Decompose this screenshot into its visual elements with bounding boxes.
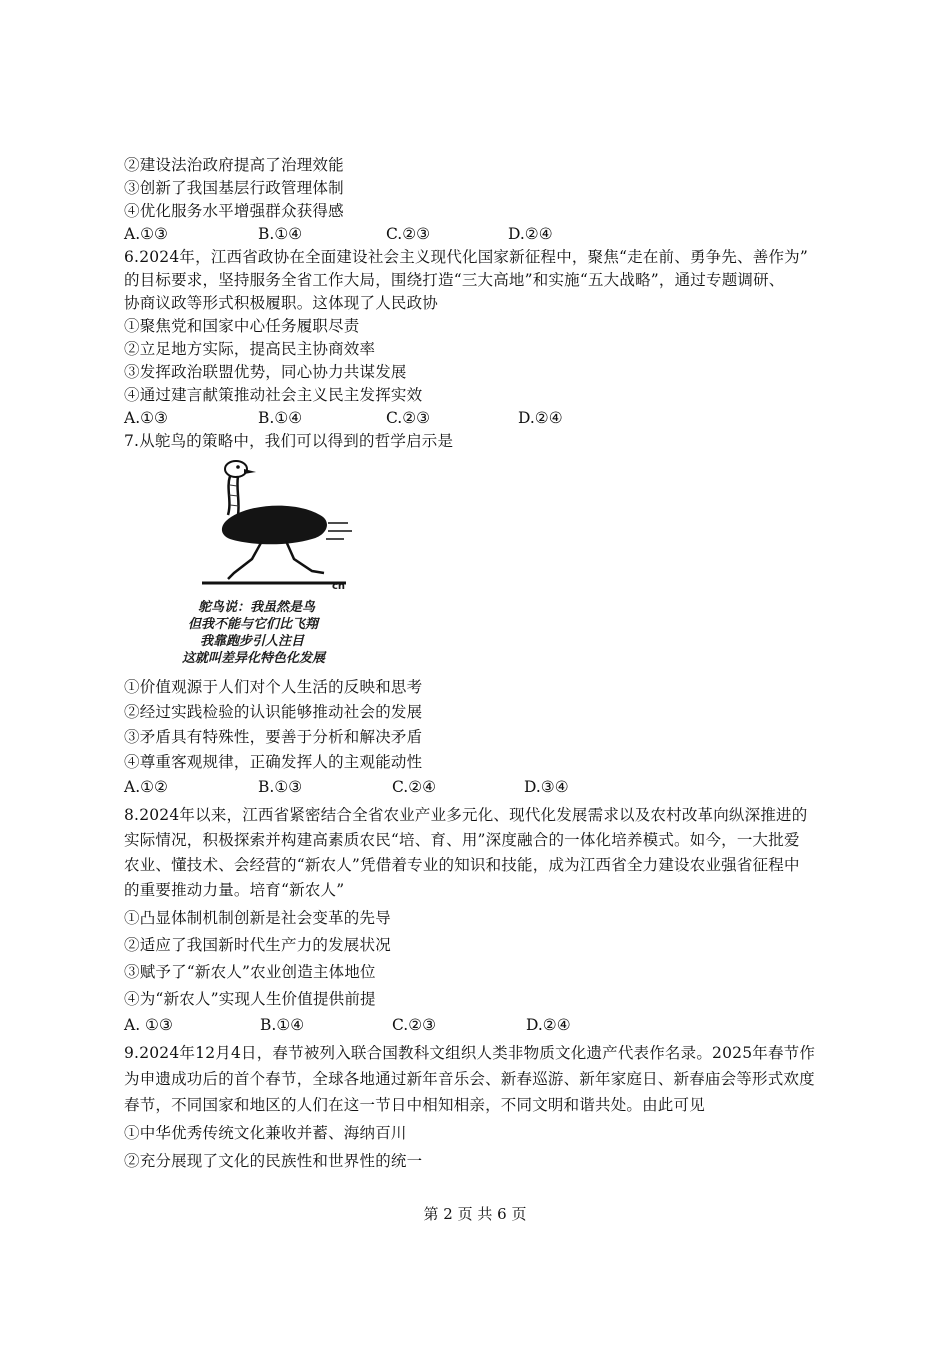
- q5-option-b: B.①④: [258, 225, 303, 243]
- page-number: 第 2 页 共 6 页: [423, 1205, 527, 1223]
- q6-stem-line-2: 的目标要求，坚持服务全省工作大局，围绕打造“三大高地”和实施“五大战略”，通过专题调研、: [124, 271, 785, 289]
- q5-option-d: D.②④: [508, 225, 553, 243]
- q6-option-a: A.①③: [124, 409, 168, 427]
- q8-option-a: A. ①③: [124, 1016, 173, 1034]
- q7-option-a: A.①②: [124, 778, 168, 796]
- q7-item-1: ①价值观源于人们对个人生活的反映和思考: [124, 678, 423, 696]
- q8-stem-line-3: 农业、懂技术、会经营的“新农人”凭借着专业的知识和技能，成为江西省全力建设农业强省征程中: [124, 856, 800, 874]
- q7-option-b: B.①③: [258, 778, 303, 796]
- q8-option-b: B.①④: [260, 1016, 305, 1034]
- q6-item-3: ③发挥政治联盟优势，同心协力共谋发展: [124, 363, 407, 381]
- q7-item-3: ③矛盾具有特殊性，要善于分析和解决矛盾: [124, 728, 423, 746]
- q8-option-c: C.②③: [392, 1016, 437, 1034]
- q6-stem-line-3: 协商议政等形式积极履职。这体现了人民政协: [124, 294, 439, 312]
- q7-item-4: ④尊重客观规律，正确发挥人的主观能动性: [124, 753, 423, 771]
- q5-option-a: A.①③: [124, 225, 168, 243]
- q6-stem-line-1: 6.2024年，江西省政协在全面建设社会主义现代化国家新征程中，聚焦“走在前、勇争先、善作为”: [124, 248, 808, 266]
- cartoon-signature: cn: [332, 581, 346, 592]
- q9-stem-line-3: 春节，不同国家和地区的人们在这一节日中相知相亲，不同文明和谐共处。由此可见: [124, 1096, 705, 1114]
- q5-item-3: ③创新了我国基层行政管理体制: [124, 179, 344, 197]
- q8-stem-line-4: 的重要推动力量。培育“新农人”: [124, 881, 345, 899]
- cartoon-caption-line-3: 我靠跑步引人注目: [200, 634, 305, 649]
- q8-item-1: ①凸显体制机制创新是社会变革的先导: [124, 909, 391, 927]
- q7-stem: 7.从鸵鸟的策略中，我们可以得到的哲学启示是: [124, 432, 454, 450]
- q9-stem-line-2: 为申遗成功后的首个春节，全球各地通过新年音乐会、新春巡游、新年家庭日、新春庙会等形式欢度: [124, 1070, 815, 1088]
- q7-option-d: D.③④: [524, 778, 569, 796]
- q8-stem-line-1: 8.2024年以来，江西省紧密结合全省农业产业多元化、现代化发展需求以及农村改革向纵深推进的: [124, 806, 808, 824]
- ostrich-illustration-icon: [182, 455, 382, 595]
- q7-option-c: C.②④: [392, 778, 437, 796]
- q5-option-c: C.②③: [386, 225, 431, 243]
- q7-item-2: ②经过实践检验的认识能够推动社会的发展: [124, 703, 423, 721]
- q5-item-2: ②建设法治政府提高了治理效能: [124, 156, 344, 174]
- cartoon-caption-line-1: 鸵鸟说：我虽然是鸟: [198, 600, 316, 615]
- q9-item-1: ①中华优秀传统文化兼收并蓄、海纳百川: [124, 1124, 407, 1142]
- q9-stem-line-1: 9.2024年12月4日，春节被列入联合国教科文组织人类非物质文化遗产代表作名录。2025年春节作: [124, 1044, 816, 1062]
- q8-option-d: D.②④: [526, 1016, 571, 1034]
- q6-item-2: ②立足地方实际，提高民主协商效率: [124, 340, 376, 358]
- cartoon-caption-line-2: 但我不能与它们比飞翔: [188, 617, 319, 632]
- ostrich-cartoon: [182, 455, 382, 670]
- cartoon-caption-line-4: 这就叫差异化特色化发展: [182, 651, 326, 666]
- q6-option-b: B.①④: [258, 409, 303, 427]
- q6-item-1: ①聚焦党和国家中心任务履职尽责: [124, 317, 360, 335]
- q8-item-3: ③赋予了“新农人”农业创造主体地位: [124, 963, 376, 981]
- q5-item-4: ④优化服务水平增强群众获得感: [124, 202, 344, 220]
- q8-stem-line-2: 实际情况，积极探索并构建高素质农民“培、育、用”深度融合的一体化培养模式。如今，一大批爱: [124, 831, 800, 849]
- q8-item-2: ②适应了我国新时代生产力的发展状况: [124, 936, 391, 954]
- q6-option-d: D.②④: [518, 409, 563, 427]
- q6-item-4: ④通过建言献策推动社会主义民主发挥实效: [124, 386, 423, 404]
- q9-item-2: ②充分展现了文化的民族性和世界性的统一: [124, 1152, 423, 1170]
- q6-option-c: C.②③: [386, 409, 431, 427]
- q8-item-4: ④为“新农人”实现人生价值提供前提: [124, 990, 376, 1008]
